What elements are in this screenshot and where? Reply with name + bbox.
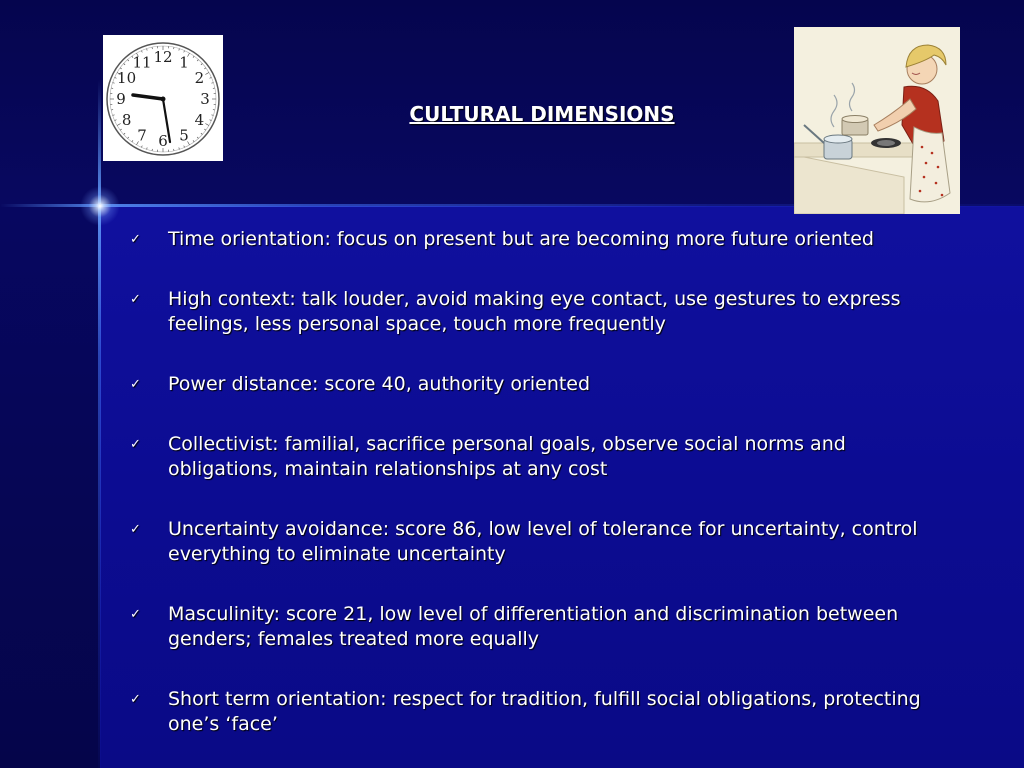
- clock-numeral: 5: [179, 126, 189, 145]
- clock-numeral: 11: [132, 53, 152, 72]
- clock-numeral: 8: [121, 111, 132, 129]
- bullet-text: Collectivist: familial, sacrifice personal goals, observe social norms and obligations, maintain relationships at any cost: [168, 433, 846, 480]
- checkmark-icon: ✓: [130, 692, 141, 707]
- checkmark-icon: ✓: [130, 232, 141, 247]
- clock-center: [161, 97, 166, 102]
- list-item: [130, 432, 960, 482]
- cooking-woman-image: [794, 27, 960, 214]
- checkmark-icon: ✓: [130, 522, 141, 537]
- list-item: [130, 687, 960, 737]
- clock-image: [103, 35, 223, 161]
- clock-numeral: 9: [116, 90, 126, 108]
- list-item: [130, 227, 960, 252]
- checkmark-icon: ✓: [130, 437, 141, 452]
- bullet-text: High context: talk louder, avoid making eye contact, use gestures to express feelings, less personal space, touch more frequently: [168, 288, 901, 335]
- list-item: [130, 517, 960, 567]
- bullet-list: [130, 227, 960, 768]
- slide-title: CULTURAL DIMENSIONS: [409, 102, 675, 126]
- checkmark-icon: ✓: [130, 292, 141, 307]
- list-item: [130, 372, 960, 397]
- left-margin-background: [0, 206, 100, 768]
- clock-numeral: 1: [179, 53, 189, 72]
- clock-icon: [103, 35, 223, 161]
- clock-numeral: 3: [200, 90, 210, 108]
- bullet-text: Time orientation: focus on present but are becoming more future oriented: [168, 228, 874, 250]
- bullet-text: Power distance: score 40, authority oriented: [168, 373, 591, 395]
- bullet-text: Uncertainty avoidance: score 86, low level of tolerance for uncertainty, control everything to eliminate uncertainty: [168, 518, 918, 565]
- bullet-text: Masculinity: score 21, low level of differentiation and discrimination between genders; females treated more equally: [168, 603, 899, 650]
- vertical-accent-line: [98, 80, 101, 768]
- clock-numeral: 7: [137, 126, 147, 145]
- list-item: [130, 602, 960, 652]
- clock-numeral: 2: [194, 69, 205, 87]
- clock-numeral: 10: [117, 69, 137, 87]
- clock-numeral: 4: [194, 111, 205, 129]
- bullet-text: Short term orientation: respect for tradition, fulfill social obligations, protecting one’s ‘face’: [168, 688, 921, 735]
- list-item: [130, 287, 960, 337]
- clock-numeral: 6: [158, 132, 168, 150]
- woman-cooking-illustration: [794, 27, 960, 214]
- checkmark-icon: ✓: [130, 377, 141, 392]
- light-flare: [80, 186, 120, 226]
- checkmark-icon: ✓: [130, 607, 141, 622]
- clock-numeral: 12: [153, 48, 173, 66]
